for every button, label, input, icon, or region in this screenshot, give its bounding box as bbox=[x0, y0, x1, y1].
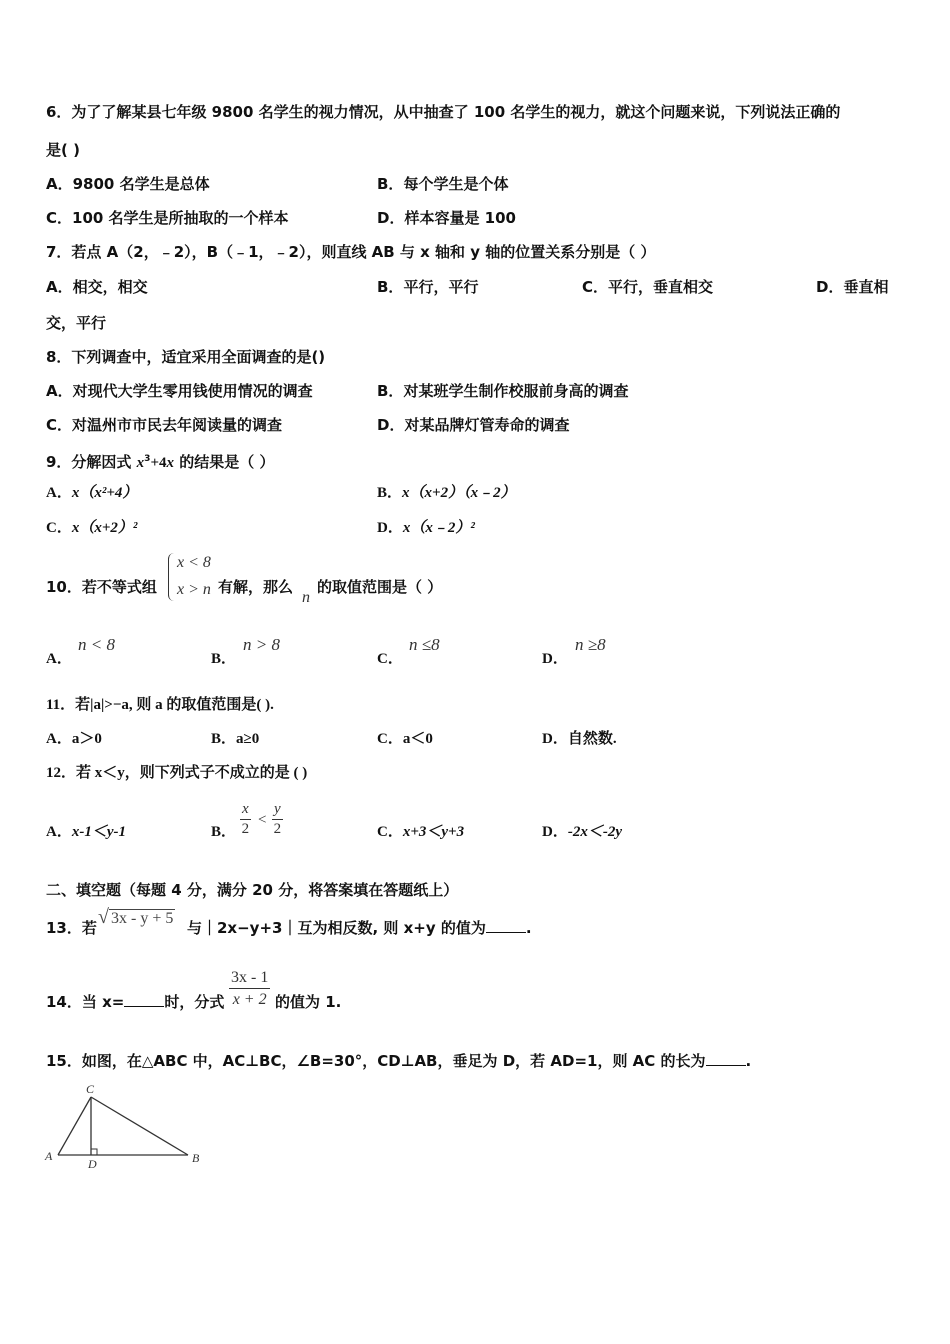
q11-option-b: B．a≥0 bbox=[211, 731, 260, 747]
q8-option-c: C．对温州市市民去年阅读量的调查 bbox=[46, 416, 283, 434]
label-a: A bbox=[45, 1149, 53, 1163]
q10-option-b-label: B． bbox=[211, 651, 237, 667]
q10-option-d: n ≥8 bbox=[575, 635, 606, 654]
q13-prefix: 13．若 bbox=[46, 919, 97, 937]
q10-prefix: 10．若不等式组 bbox=[46, 578, 157, 596]
q7-stem: 7．若点 A（2，﹣2），B（﹣1，﹣2），则直线 AB 与 x 轴和 y 轴的位置关系分别是（ ） bbox=[46, 243, 656, 261]
q12-option-a: A．x-1＜y-1 bbox=[46, 824, 126, 840]
q7-option-b: B．平行，平行 bbox=[377, 278, 479, 296]
q10-option-c: n ≤8 bbox=[409, 635, 440, 654]
q6-stem-line1: 6．为了了解某县七年级 9800 名学生的视力情况，从中抽查了 100 名学生的视力，就这个问题来说，下列说法正确的 bbox=[46, 103, 841, 121]
q9-option-c: C．x（x+2）² bbox=[46, 520, 138, 536]
q10-option-a-label: A． bbox=[46, 651, 72, 667]
q9-stem: 9．分解因式 $x^3+4x$ 的结果是（ ） bbox=[46, 453, 275, 471]
q10-system-line2: x > n bbox=[177, 581, 211, 598]
q14-line: 14．当 x= 时，分式 bbox=[46, 993, 225, 1011]
q10-option-c-label: C． bbox=[377, 651, 403, 667]
label-b: B bbox=[192, 1151, 200, 1165]
q6-option-c: C．100 名学生是所抽取的一个样本 bbox=[46, 209, 289, 227]
q11-option-a: A．a＞0 bbox=[46, 731, 102, 747]
q7-option-d-wrap: 交，平行 bbox=[46, 314, 107, 332]
q10-middle: 有解，那么 bbox=[218, 578, 294, 596]
q8-option-d: D．对某品牌灯管寿命的调查 bbox=[377, 416, 570, 434]
q12-option-b-label: B． bbox=[211, 824, 237, 840]
label-d: D bbox=[88, 1157, 97, 1171]
q6-option-b: B．每个学生是个体 bbox=[377, 175, 509, 193]
q10-suffix: 的取值范围是（ ） bbox=[317, 578, 443, 596]
q11-stem: 11．若|a|>−a, 则 a 的取值范围是( ). bbox=[46, 697, 274, 713]
section2-title: 二、填空题（每题 4 分，满分 20 分，将答案填在答题纸上） bbox=[46, 881, 459, 899]
q10-system-line1: x < 8 bbox=[177, 554, 211, 571]
q12-stem: 12．若 x＜y，则下列式子不成立的是 ( ) bbox=[46, 765, 308, 781]
q6-option-d: D．样本容量是 100 bbox=[377, 209, 516, 227]
q14-suffix: 的值为 1. bbox=[275, 993, 342, 1011]
q7-option-c: C．平行，垂直相交 bbox=[582, 278, 714, 296]
q9-option-d: D．x（x﹣2）² bbox=[377, 520, 475, 536]
q12-fraction-right: $\frac{y}{2}$ bbox=[273, 801, 282, 837]
q9-option-b: B．x（x+2）（x﹣2） bbox=[377, 485, 516, 501]
q6-option-a: A．9800 名学生是总体 bbox=[46, 175, 210, 193]
q7-option-d: D．垂直相 bbox=[816, 278, 889, 296]
q10-option-d-label: D． bbox=[542, 651, 568, 667]
q15-stem: 15．如图，在△ABC 中，AC⊥BC，∠B=30°，CD⊥AB，垂足为 D，若 AD=1，则 AC 的长为 . bbox=[46, 1052, 752, 1070]
q8-option-a: A．对现代大学生零用钱使用情况的调查 bbox=[46, 382, 313, 400]
right-angle-marker bbox=[91, 1149, 97, 1155]
q12-fraction-op: < bbox=[258, 812, 267, 828]
q10-option-b: n > 8 bbox=[243, 635, 280, 654]
q8-stem: 8．下列调查中，适宜采用全面调查的是() bbox=[46, 348, 326, 366]
q12-option-d: D．-2x＜-2y bbox=[542, 824, 622, 840]
q11-option-d: D．自然数. bbox=[542, 731, 617, 747]
q13-sqrt: √ 3x - y + 5 bbox=[98, 906, 174, 928]
q14-fraction: $\frac{3x - 1}{x + 2}$ bbox=[231, 969, 269, 1008]
label-c: C bbox=[86, 1082, 95, 1096]
q6-stem-line2: 是( ) bbox=[46, 141, 80, 159]
q10-var: n bbox=[302, 589, 310, 606]
q7-option-a: A．相交，相交 bbox=[46, 278, 148, 296]
q9-option-a: A．x（x²+4） bbox=[46, 485, 138, 501]
q11-option-c: C．a＜0 bbox=[377, 731, 433, 747]
q8-option-b: B．对某班学生制作校服前身高的调查 bbox=[377, 382, 629, 400]
q10-option-a: n < 8 bbox=[78, 635, 115, 654]
q13-suffix: 与｜2x−y+3｜互为相反数, 则 x+y 的值为 . bbox=[187, 919, 532, 937]
q12-fraction-left: $\frac{x}{2}$ bbox=[241, 801, 250, 837]
q12-option-c: C．x+3＜y+3 bbox=[377, 824, 465, 840]
